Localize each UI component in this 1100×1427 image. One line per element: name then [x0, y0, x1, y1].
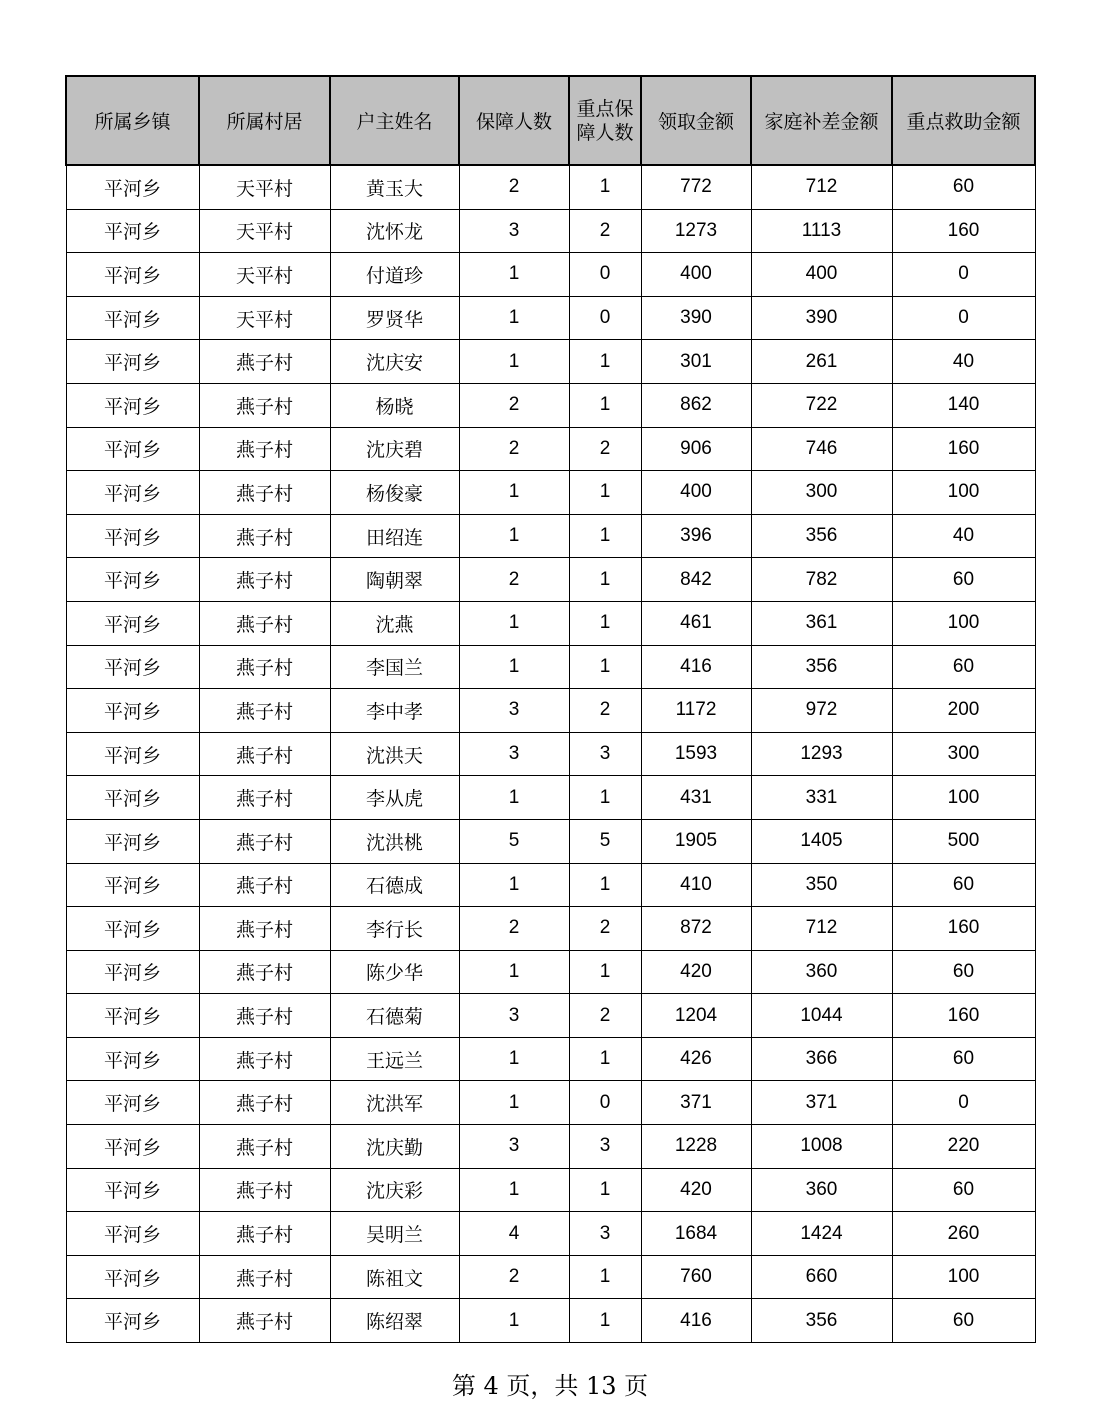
cell-householder: 付道珍: [330, 253, 459, 297]
table-row: [66, 863, 1035, 907]
cell-family-subsidy: 660: [751, 1255, 892, 1299]
cell-family-subsidy: 331: [751, 776, 892, 820]
cell-amount-received: 301: [641, 340, 751, 384]
cell-village: 燕子村: [199, 776, 330, 820]
cell-village: 燕子村: [199, 907, 330, 951]
cell-amount-received: 400: [641, 471, 751, 515]
table-row: [66, 1168, 1035, 1212]
header-key-line1: 重点保: [576, 97, 634, 120]
cell-key-relief-amount: 40: [892, 514, 1035, 558]
cell-covered-count: 2: [459, 383, 569, 427]
cell-key-covered-count: 1: [569, 558, 641, 602]
cell-key-covered-count: 1: [569, 1299, 641, 1343]
cell-family-subsidy: 360: [751, 1168, 892, 1212]
cell-town: 平河乡: [66, 340, 199, 384]
cell-amount-received: 772: [641, 165, 751, 209]
table-row: [66, 165, 1035, 209]
cell-family-subsidy: 356: [751, 645, 892, 689]
cell-key-covered-count: 1: [569, 645, 641, 689]
cell-town: 平河乡: [66, 1081, 199, 1125]
header-town: 所属乡镇: [66, 76, 199, 165]
page-footer: 第 4 页，共 13 页: [451, 1372, 649, 1400]
cell-householder: 沈燕: [330, 601, 459, 645]
cell-householder: 李行长: [330, 907, 459, 951]
cell-amount-received: 410: [641, 863, 751, 907]
cell-covered-count: 1: [459, 1299, 569, 1343]
cell-town: 平河乡: [66, 1037, 199, 1081]
cell-covered-count: 1: [459, 776, 569, 820]
cell-householder: 李从虎: [330, 776, 459, 820]
header-key-relief-amount: 重点救助金额: [892, 76, 1035, 165]
cell-householder: 吴明兰: [330, 1212, 459, 1256]
table-row: [66, 209, 1035, 253]
cell-key-covered-count: 2: [569, 907, 641, 951]
cell-covered-count: 1: [459, 1168, 569, 1212]
cell-amount-received: 1204: [641, 994, 751, 1038]
cell-amount-received: 461: [641, 601, 751, 645]
cell-householder: 沈庆勤: [330, 1125, 459, 1169]
cell-village: 燕子村: [199, 1168, 330, 1212]
cell-key-relief-amount: 160: [892, 427, 1035, 471]
cell-householder: 陈少华: [330, 950, 459, 994]
table-row: [66, 558, 1035, 602]
cell-key-relief-amount: 40: [892, 340, 1035, 384]
cell-householder: 王远兰: [330, 1037, 459, 1081]
cell-amount-received: 862: [641, 383, 751, 427]
cell-town: 平河乡: [66, 253, 199, 297]
cell-family-subsidy: 360: [751, 950, 892, 994]
cell-key-covered-count: 0: [569, 253, 641, 297]
cell-amount-received: 1905: [641, 819, 751, 863]
cell-village: 燕子村: [199, 1037, 330, 1081]
table-row: [66, 514, 1035, 558]
table-row: [66, 471, 1035, 515]
cell-amount-received: 400: [641, 253, 751, 297]
cell-key-relief-amount: 60: [892, 558, 1035, 602]
cell-amount-received: 1684: [641, 1212, 751, 1256]
cell-key-relief-amount: 0: [892, 296, 1035, 340]
cell-key-covered-count: 0: [569, 1081, 641, 1125]
cell-family-subsidy: 712: [751, 907, 892, 951]
cell-key-relief-amount: 60: [892, 950, 1035, 994]
cell-key-relief-amount: 100: [892, 601, 1035, 645]
cell-amount-received: 371: [641, 1081, 751, 1125]
cell-covered-count: 3: [459, 732, 569, 776]
table-row: [66, 1081, 1035, 1125]
cell-covered-count: 2: [459, 427, 569, 471]
cell-village: 燕子村: [199, 1212, 330, 1256]
cell-town: 平河乡: [66, 1299, 199, 1343]
cell-village: 天平村: [199, 165, 330, 209]
cell-key-covered-count: 1: [569, 776, 641, 820]
cell-town: 平河乡: [66, 601, 199, 645]
cell-village: 燕子村: [199, 689, 330, 733]
cell-key-relief-amount: 60: [892, 1168, 1035, 1212]
cell-amount-received: 416: [641, 1299, 751, 1343]
table-row: [66, 776, 1035, 820]
cell-householder: 陈祖文: [330, 1255, 459, 1299]
cell-covered-count: 1: [459, 645, 569, 689]
cell-householder: 沈庆彩: [330, 1168, 459, 1212]
cell-village: 燕子村: [199, 471, 330, 515]
cell-amount-received: 390: [641, 296, 751, 340]
table-row: [66, 1255, 1035, 1299]
cell-covered-count: 1: [459, 1081, 569, 1125]
cell-amount-received: 760: [641, 1255, 751, 1299]
cell-covered-count: 2: [459, 558, 569, 602]
cell-family-subsidy: 972: [751, 689, 892, 733]
cell-village: 燕子村: [199, 645, 330, 689]
cell-covered-count: 1: [459, 471, 569, 515]
cell-covered-count: 2: [459, 907, 569, 951]
cell-family-subsidy: 1044: [751, 994, 892, 1038]
cell-householder: 田绍连: [330, 514, 459, 558]
cell-family-subsidy: 712: [751, 165, 892, 209]
cell-householder: 沈庆安: [330, 340, 459, 384]
cell-key-covered-count: 1: [569, 165, 641, 209]
header-covered-count: 保障人数: [459, 76, 569, 165]
cell-village: 天平村: [199, 209, 330, 253]
cell-family-subsidy: 1008: [751, 1125, 892, 1169]
table-row: [66, 1299, 1035, 1343]
cell-householder: 陶朝翠: [330, 558, 459, 602]
cell-householder: 沈洪天: [330, 732, 459, 776]
cell-key-relief-amount: 100: [892, 776, 1035, 820]
cell-covered-count: 1: [459, 863, 569, 907]
cell-village: 燕子村: [199, 732, 330, 776]
cell-key-relief-amount: 160: [892, 907, 1035, 951]
cell-town: 平河乡: [66, 296, 199, 340]
cell-householder: 李国兰: [330, 645, 459, 689]
cell-amount-received: 416: [641, 645, 751, 689]
cell-town: 平河乡: [66, 1212, 199, 1256]
cell-family-subsidy: 746: [751, 427, 892, 471]
table-row: [66, 601, 1035, 645]
cell-covered-count: 1: [459, 340, 569, 384]
cell-covered-count: 1: [459, 601, 569, 645]
cell-key-relief-amount: 500: [892, 819, 1035, 863]
cell-key-covered-count: 1: [569, 863, 641, 907]
cell-family-subsidy: 361: [751, 601, 892, 645]
cell-key-relief-amount: 60: [892, 645, 1035, 689]
cell-householder: 沈庆碧: [330, 427, 459, 471]
cell-covered-count: 3: [459, 994, 569, 1038]
cell-covered-count: 3: [459, 689, 569, 733]
cell-family-subsidy: 1405: [751, 819, 892, 863]
cell-village: 燕子村: [199, 427, 330, 471]
cell-amount-received: 872: [641, 907, 751, 951]
cell-town: 平河乡: [66, 689, 199, 733]
cell-householder: 黄玉大: [330, 165, 459, 209]
cell-householder: 杨晓: [330, 383, 459, 427]
cell-village: 燕子村: [199, 819, 330, 863]
table-row: [66, 383, 1035, 427]
cell-family-subsidy: 371: [751, 1081, 892, 1125]
table-row: [66, 296, 1035, 340]
cell-covered-count: 4: [459, 1212, 569, 1256]
cell-town: 平河乡: [66, 558, 199, 602]
table-row: [66, 689, 1035, 733]
cell-town: 平河乡: [66, 427, 199, 471]
cell-covered-count: 3: [459, 209, 569, 253]
cell-key-relief-amount: 100: [892, 471, 1035, 515]
header-key-line2: 障人数: [576, 121, 634, 144]
table-row: [66, 1125, 1035, 1169]
cell-town: 平河乡: [66, 645, 199, 689]
cell-amount-received: 426: [641, 1037, 751, 1081]
cell-key-covered-count: 0: [569, 296, 641, 340]
cell-covered-count: 1: [459, 950, 569, 994]
cell-family-subsidy: 356: [751, 1299, 892, 1343]
cell-town: 平河乡: [66, 383, 199, 427]
cell-key-relief-amount: 200: [892, 689, 1035, 733]
cell-village: 燕子村: [199, 863, 330, 907]
cell-amount-received: 420: [641, 1168, 751, 1212]
cell-key-covered-count: 1: [569, 383, 641, 427]
cell-covered-count: 1: [459, 1037, 569, 1081]
header-amount-received: 领取金额: [641, 76, 751, 165]
cell-amount-received: 1273: [641, 209, 751, 253]
table-body: [66, 165, 1035, 1343]
cell-town: 平河乡: [66, 907, 199, 951]
cell-key-covered-count: 1: [569, 340, 641, 384]
table-row: [66, 645, 1035, 689]
cell-village: 燕子村: [199, 558, 330, 602]
cell-town: 平河乡: [66, 776, 199, 820]
cell-key-covered-count: 1: [569, 1037, 641, 1081]
cell-family-subsidy: 400: [751, 253, 892, 297]
cell-amount-received: 842: [641, 558, 751, 602]
header-family-subsidy: 家庭补差金额: [751, 76, 892, 165]
cell-village: 天平村: [199, 296, 330, 340]
table-row: [66, 253, 1035, 297]
table-row: [66, 819, 1035, 863]
cell-family-subsidy: 261: [751, 340, 892, 384]
cell-family-subsidy: 356: [751, 514, 892, 558]
cell-key-covered-count: 2: [569, 689, 641, 733]
cell-key-relief-amount: 260: [892, 1212, 1035, 1256]
cell-key-covered-count: 1: [569, 601, 641, 645]
cell-village: 燕子村: [199, 340, 330, 384]
cell-covered-count: 2: [459, 1255, 569, 1299]
cell-key-covered-count: 1: [569, 471, 641, 515]
table-row: [66, 1212, 1035, 1256]
cell-key-relief-amount: 140: [892, 383, 1035, 427]
cell-covered-count: 3: [459, 1125, 569, 1169]
cell-town: 平河乡: [66, 819, 199, 863]
cell-village: 燕子村: [199, 601, 330, 645]
cell-householder: 沈怀龙: [330, 209, 459, 253]
header-row: [66, 76, 1035, 165]
cell-town: 平河乡: [66, 732, 199, 776]
table-row: [66, 732, 1035, 776]
header-village: 所属村居: [199, 76, 330, 165]
cell-key-relief-amount: 0: [892, 253, 1035, 297]
cell-amount-received: 431: [641, 776, 751, 820]
cell-amount-received: 1172: [641, 689, 751, 733]
cell-covered-count: 2: [459, 165, 569, 209]
cell-town: 平河乡: [66, 209, 199, 253]
table-row: [66, 340, 1035, 384]
cell-family-subsidy: 722: [751, 383, 892, 427]
cell-village: 燕子村: [199, 1081, 330, 1125]
cell-householder: 石德菊: [330, 994, 459, 1038]
header-householder: 户主姓名: [330, 76, 459, 165]
cell-key-relief-amount: 60: [892, 1299, 1035, 1343]
cell-village: 燕子村: [199, 1125, 330, 1169]
cell-covered-count: 1: [459, 296, 569, 340]
cell-family-subsidy: 782: [751, 558, 892, 602]
cell-key-relief-amount: 300: [892, 732, 1035, 776]
cell-covered-count: 1: [459, 253, 569, 297]
cell-family-subsidy: 1424: [751, 1212, 892, 1256]
cell-key-relief-amount: 60: [892, 1037, 1035, 1081]
cell-key-relief-amount: 220: [892, 1125, 1035, 1169]
table-row: [66, 1037, 1035, 1081]
cell-town: 平河乡: [66, 1125, 199, 1169]
cell-town: 平河乡: [66, 863, 199, 907]
cell-town: 平河乡: [66, 471, 199, 515]
cell-householder: 李中孝: [330, 689, 459, 733]
cell-householder: 罗贤华: [330, 296, 459, 340]
cell-village: 燕子村: [199, 514, 330, 558]
cell-key-covered-count: 3: [569, 1125, 641, 1169]
cell-town: 平河乡: [66, 1255, 199, 1299]
cell-key-relief-amount: 160: [892, 994, 1035, 1038]
cell-householder: 陈绍翠: [330, 1299, 459, 1343]
cell-town: 平河乡: [66, 165, 199, 209]
cell-town: 平河乡: [66, 514, 199, 558]
cell-key-covered-count: 1: [569, 514, 641, 558]
cell-key-relief-amount: 100: [892, 1255, 1035, 1299]
cell-key-covered-count: 3: [569, 732, 641, 776]
cell-town: 平河乡: [66, 950, 199, 994]
table-row: [66, 994, 1035, 1038]
cell-village: 燕子村: [199, 383, 330, 427]
cell-town: 平河乡: [66, 994, 199, 1038]
cell-family-subsidy: 390: [751, 296, 892, 340]
relief-table: [65, 75, 1036, 1343]
cell-amount-received: 1228: [641, 1125, 751, 1169]
cell-key-covered-count: 2: [569, 427, 641, 471]
cell-key-covered-count: 3: [569, 1212, 641, 1256]
cell-amount-received: 1593: [641, 732, 751, 776]
cell-key-relief-amount: 160: [892, 209, 1035, 253]
table-row: [66, 950, 1035, 994]
cell-key-relief-amount: 60: [892, 863, 1035, 907]
cell-key-covered-count: 2: [569, 994, 641, 1038]
cell-covered-count: 1: [459, 514, 569, 558]
cell-family-subsidy: 366: [751, 1037, 892, 1081]
cell-key-relief-amount: 0: [892, 1081, 1035, 1125]
cell-village: 燕子村: [199, 1255, 330, 1299]
cell-householder: 石德成: [330, 863, 459, 907]
cell-family-subsidy: 300: [751, 471, 892, 515]
cell-key-covered-count: 1: [569, 950, 641, 994]
cell-householder: 杨俊豪: [330, 471, 459, 515]
cell-key-covered-count: 1: [569, 1168, 641, 1212]
table-row: [66, 907, 1035, 951]
cell-amount-received: 906: [641, 427, 751, 471]
cell-village: 燕子村: [199, 950, 330, 994]
cell-covered-count: 5: [459, 819, 569, 863]
cell-key-covered-count: 5: [569, 819, 641, 863]
table-row: [66, 427, 1035, 471]
cell-family-subsidy: 1113: [751, 209, 892, 253]
cell-village: 燕子村: [199, 994, 330, 1038]
cell-householder: 沈洪军: [330, 1081, 459, 1125]
cell-householder: 沈洪桃: [330, 819, 459, 863]
cell-village: 燕子村: [199, 1299, 330, 1343]
header-key-covered-count: [569, 76, 641, 165]
cell-town: 平河乡: [66, 1168, 199, 1212]
cell-amount-received: 420: [641, 950, 751, 994]
cell-key-relief-amount: 60: [892, 165, 1035, 209]
cell-key-covered-count: 1: [569, 1255, 641, 1299]
cell-amount-received: 396: [641, 514, 751, 558]
cell-village: 天平村: [199, 253, 330, 297]
cell-family-subsidy: 1293: [751, 732, 892, 776]
cell-family-subsidy: 350: [751, 863, 892, 907]
cell-key-covered-count: 2: [569, 209, 641, 253]
